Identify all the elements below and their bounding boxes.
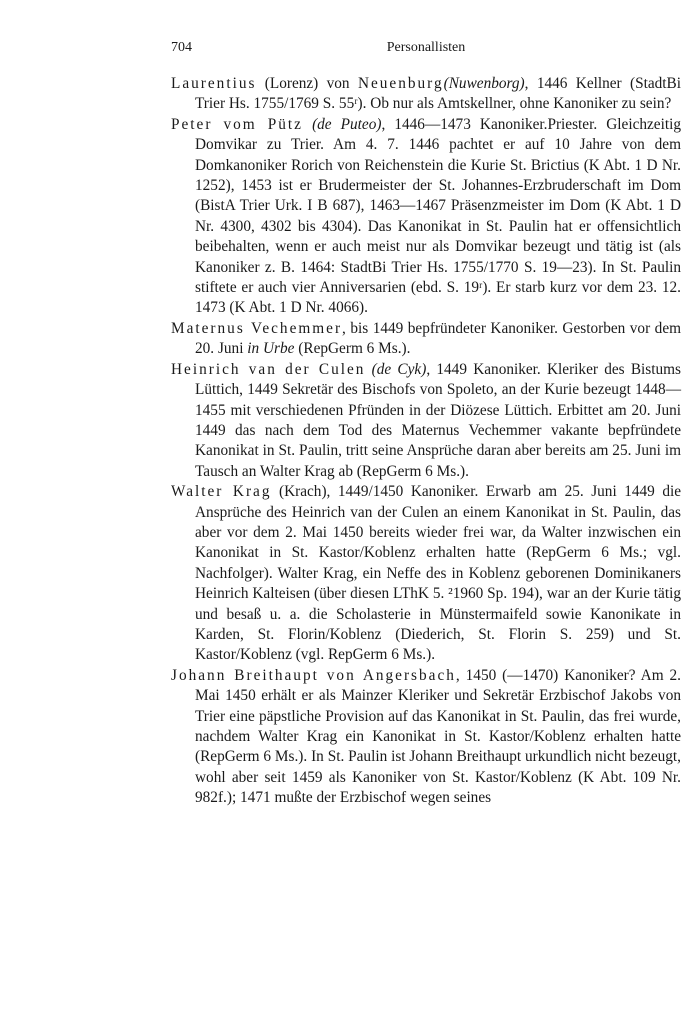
entry-johann-breithaupt (171, 666, 681, 809)
person-name: Johann Breithaupt von Angersbach (171, 666, 456, 684)
entry-text: , 1446 Kellner (StadtBi Trier Hs. 1755/1769 S. 55ʳ). Ob nur als Amtskellner, ohne Kanoniker zu sein? (195, 75, 681, 113)
entry-peter-vom-puetz (171, 115, 681, 319)
entry-text: (Lorenz) von (256, 75, 358, 92)
entry-heinrich-van-der-culen (171, 360, 681, 482)
alternate-name: (de Puteo) (312, 115, 382, 133)
entry-text: (RepGerm 6 Ms.). (294, 340, 411, 358)
person-name: Laurentius (171, 75, 257, 92)
person-name: Peter vom Pütz (171, 115, 303, 133)
person-name: Heinrich van der Culen (171, 360, 366, 378)
person-name: Maternus Vechemmer (171, 319, 343, 337)
italic-phrase: in Urbe (247, 340, 295, 358)
section-title: Personallisten (386, 40, 466, 55)
person-entries (171, 74, 681, 809)
alternate-name: (de Cyk) (371, 360, 427, 378)
entry-walter-krag (171, 482, 681, 666)
entry-text: , bis 1449 bepfründeter Kanoniker. Gestorben vor dem 20. Juni (195, 319, 682, 358)
entry-text: , 1449 Kanoniker. Kleriker des Bistums Lüttich, 1449 Sekretär des Bischofs von Spoleto, an der Kurie bezeugt 1448—1455 mit verschiedenen Pfründen in der Diözese Lüttich. Erbittet am 20. Juni 1449 das nach dem Tod des Maternus Vechemmer vakante bepfründete Kanonikat in St. Paulin, tritt seine Ansprüche daran aber bereits am 25. Juni im Tausch an Walter Krag ab (RepGerm 6 Ms.). (195, 360, 681, 480)
entry-text: , 1450 (—1470) Kanoniker? Am 2. Mai 1450 erhält er als Mainzer Kleriker und Sekretär Erzbischof Jakobs von Trier eine päpstliche Provision auf das Kanonikat in St. Paulin, das frei wurde, nachdem Walter Krag ein Kanonikat in St. Kastor/Koblenz erhalten hatte (RepGerm 6 Ms.). In St. Paulin ist Johann Breithaupt urkundlich nicht bezeugt, wohl aber seit 1459 als Kanoniker von St. Kastor/Koblenz (K Abt. 109 Nr. 982f.); 1471 mußte der Erzbischof wegen seines (195, 666, 682, 807)
page-number: 704 (171, 40, 192, 55)
running-head (171, 40, 681, 62)
person-name: Walter Krag (171, 483, 272, 501)
person-name: Neuenburg (357, 75, 444, 92)
entry-maternus-vechemmer (171, 319, 681, 360)
alternate-name: (Nuwenborg) (443, 75, 525, 92)
entry-laurentius (171, 74, 681, 115)
entry-text: , 1446—1473 Kanoniker.Priester. Gleichzeitig Domvikar zu Trier. Am 4. 7. 1446 pachtet er auf 10 Jahre von dem Domkanoniker Rorich von Reichenstein die Kurie St. Brictius (K Abt. 1 D Nr. 1252), 1453 ist er Brudermeister der St. Johannes-Erzbruderschaft im Dom (BistA Trier Urk. I B 687), 1463—1467 Präsenzmeister im Dom (K Abt. 1 D Nr. 4300, 4302 bis 4304). Das Kanonikat in St. Paulin hat er offensichtlich beibehalten, wenn er auch meist nur als Domvikar bezeugt und tätig ist (als Kanoniker z. B. 1464: StadtBi Trier Hs. 1755/1770 S. 19—23). In St. Paulin stiftete er auch vier Anniversarien (ebd. S. 19ʳ). Er starb kurz vor dem 23. 12. 1473 (K Abt. 1 D Nr. 4066). (195, 115, 681, 317)
entry-text: (Krach), 1449/1450 Kanoniker. Erwarb am 25. Juni 1449 die Ansprüche des Heinrich van der Culen an einem Kanonikat in St. Paulin, das aber vor dem 2. Mai 1450 bereits wieder frei war, da Walter inzwischen ein Kanonikat in St. Kastor/Koblenz erhalten hatte (RepGerm 6 Ms.; vgl. Nachfolger). Walter Krag, ein Neffe des in Koblenz geborenen Dominikaners Heinrich Kalteisen (über diesen LThK 5. ²1960 Sp. 194), war an der Kurie tätig und besaß u. a. die Scholasterie in Münstermaifeld sowie Kanonikate in Karden, St. Florin/Koblenz (Diederich, St. Florin S. 259) und St. Kastor/Koblenz (vgl. RepGerm 6 Ms.). (195, 483, 682, 664)
